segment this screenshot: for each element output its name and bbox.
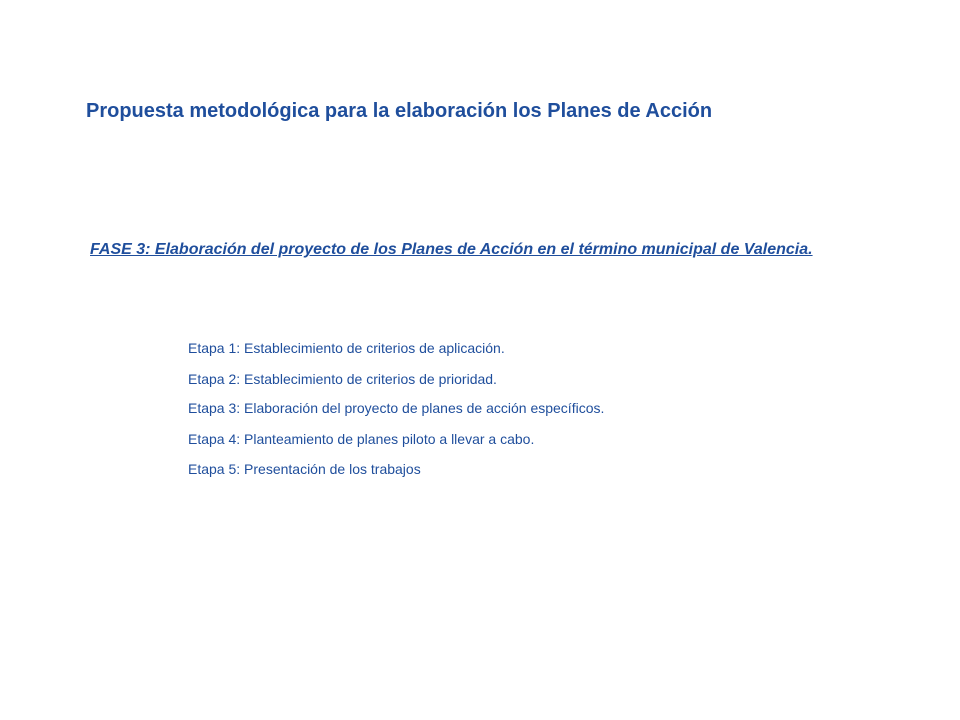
stage-item-1: Etapa 1: Establecimiento de criterios de aplicación. (188, 340, 505, 356)
phase-heading: FASE 3: Elaboración del proyecto de los Planes de Acción en el término municipal de Valencia. (90, 241, 813, 258)
stage-item-3: Etapa 3: Elaboración del proyecto de planes de acción específicos. (188, 400, 605, 416)
stage-item-4: Etapa 4: Planteamiento de planes piloto a llevar a cabo. (188, 431, 535, 447)
stage-item-5: Etapa 5: Presentación de los trabajos (188, 461, 421, 477)
slide-title: Propuesta metodológica para la elaboración los Planes de Acción (86, 100, 713, 122)
stage-item-2: Etapa 2: Establecimiento de criterios de prioridad. (188, 371, 497, 387)
